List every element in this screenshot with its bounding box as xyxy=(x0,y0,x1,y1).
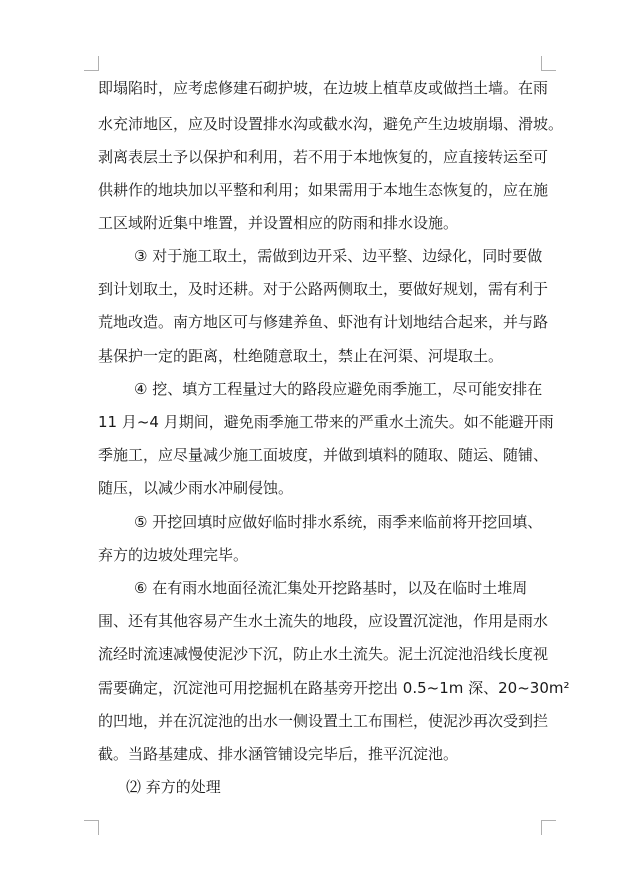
text-line: 流经时流速减慢使泥沙下沉，防止水土流失。泥土沉淀池沿线长度视 xyxy=(98,645,549,663)
section-heading: ⑵ 弃方的处理 xyxy=(126,778,221,796)
text-line: 围、还有其他容易产生水土流失的地段，应设置沉淀池，作用是雨水 xyxy=(98,612,549,630)
text-line: 到计划取土，及时还耕。对于公路两侧取土，要做好规划，需有利于 xyxy=(98,280,549,298)
text-line: 需要确定，沉淀池可用挖掘机在路基旁开挖出 0.5~1m 深、20~30m² xyxy=(98,679,570,697)
crop-mark-top-right xyxy=(541,56,556,71)
crop-mark-bottom-right xyxy=(541,820,556,835)
text-line-indent: ④ 挖、填方工程量过大的路段应避免雨季施工，尽可能安排在 xyxy=(134,380,543,398)
text-line: 11 月~4 月期间，避免雨季施工带来的严重水土流失。如不能避开雨 xyxy=(98,413,554,431)
text-line-indent: ③ 对于施工取土，需做到边开采、边平整、边绿化，同时要做 xyxy=(134,247,543,265)
text-line: 基保护一定的距离，杜绝随意取土，禁止在河渠、河堤取土。 xyxy=(98,347,504,365)
text-line: 随压，以减少雨水冲刷侵蚀。 xyxy=(98,479,294,497)
text-line: 剥离表层土予以保护和利用，若不用于本地恢复的，应直接转运至可 xyxy=(98,148,549,166)
text-line: 的凹地，并在沉淀池的出水一侧设置土工布围栏，使泥沙再次受到拦 xyxy=(98,712,549,730)
crop-mark-top-left xyxy=(84,56,99,71)
text-line: 荒地改造。南方地区可与修建养鱼、虾池有计划地结合起来，并与路 xyxy=(98,313,549,331)
text-line-indent: ⑥ 在有雨水地面径流汇集处开挖路基时，以及在临时土堆周 xyxy=(134,579,528,597)
text-line: 工区域附近集中堆置，并设置相应的防雨和排水设施。 xyxy=(98,214,459,232)
text-line: 季施工，应尽量减少施工面坡度，并做到填料的随取、随运、随铺、 xyxy=(98,446,549,464)
crop-mark-bottom-left xyxy=(84,820,99,835)
text-line: 截。当路基建成、排水涵管铺设完毕后，推平沉淀池。 xyxy=(98,745,459,763)
text-line-indent: ⑤ 开挖回填时应做好临时排水系统，雨季来临前将开挖回填、 xyxy=(134,513,543,531)
text-line: 即塌陷时，应考虑修建石砌护坡，在边坡上植草皮或做挡土墙。在雨 xyxy=(98,79,549,97)
text-line: 供耕作的地块加以平整和利用；如果需用于本地生态恢复的，应在施 xyxy=(98,181,549,199)
text-line: 弃方的边坡处理完毕。 xyxy=(98,546,249,564)
text-line: 水充沛地区，应及时设置排水沟或截水沟，避免产生边坡崩塌、滑坡。 xyxy=(98,115,564,133)
